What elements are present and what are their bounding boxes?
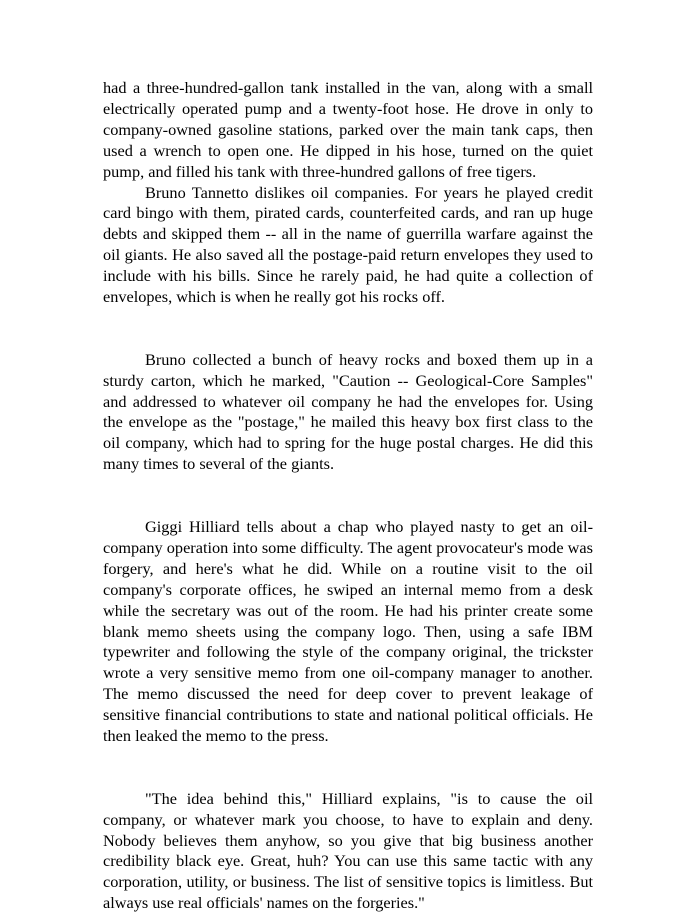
paragraph-tank-continuation: had a three-hundred-gallon tank installed in the van, along with a small electrically operated pump and a twenty-foot hose. He drove in only to company-owned gasoline stations, parked over the main tank caps, then used a wrench to open one. He dipped in his hose, turned on the quiet pump, and filled his tank with three-hundred gallons of free tigers. — [103, 78, 593, 181]
document-page — [103, 78, 593, 914]
paragraph-hilliard-forgery: Giggi Hilliard tells about a chap who played nasty to get an oil-company operation into some difficulty. The agent provocateur's mode was forgery, and here's what he did. While on a routine visit to the oil company's corporate offices, he swiped an internal memo from a desk while the secretary was out of the room. He had his printer create some blank memo sheets using the company logo. Then, using a safe IBM typewriter and following the style of the company original, the trickster wrote a very sensitive memo from one oil-company manager to another. The memo discussed the need for deep cover to prevent leakage of sensitive financial contributions to state and national political officials. He then leaked the memo to the press. — [103, 517, 593, 746]
paragraph-bruno-rocks: Bruno collected a bunch of heavy rocks and boxed them up in a sturdy carton, which he marked, "Caution -- Geological-Core Samples" and addressed to whatever oil company he had the envelopes for. Using the envelope as the "postage," he mailed this heavy box first class to the oil company, which had to spring for the huge postal charges. He did this many times to several of the giants. — [103, 349, 593, 474]
paragraph-bruno-credit-cards: Bruno Tannetto dislikes oil companies. For years he played credit card bingo with them, pirated cards, counterfeited cards, and ran up huge debts and skipped them -- all in the name of guerrilla warfare against the oil giants. He also saved all the postage-paid return envelopes they used to include with his bills. Since he rarely paid, he had quite a collection of envelopes, which is when he really got his rocks off. — [103, 182, 593, 307]
paragraph-hilliard-quote: "The idea behind this," Hilliard explains, "is to cause the oil company, or whatever mark you choose, to have to explain and deny. Nobody believes them anyhow, so you give that big business another credibility black eye. Great, huh? You can use this same tactic with any corporation, utility, or business. The list of sensitive topics is limitless. But always use real officials' names on the forgeries." — [103, 788, 593, 913]
